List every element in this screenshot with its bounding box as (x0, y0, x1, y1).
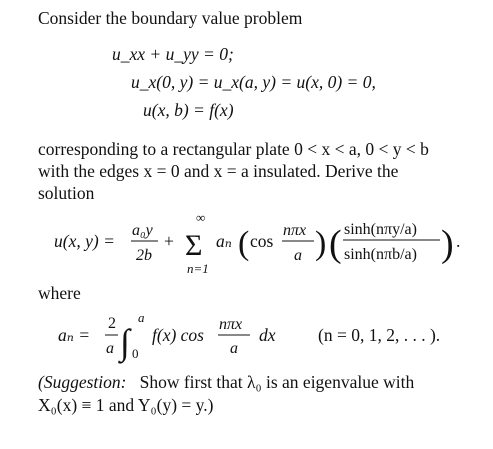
cos-label: cos (250, 231, 274, 251)
suggestion-line-2: X₀(x) ≡ 1 and Y₀(y) = y.) (38, 395, 214, 415)
suggestion-label: (Suggestion: (38, 372, 127, 392)
dx-label: dx (259, 325, 276, 345)
left-paren-cos: ( (238, 225, 250, 262)
integral-sign: ∫ (120, 322, 130, 362)
top-boundary-condition: u(x, b) = f(x) (143, 100, 234, 120)
pde-equation: u_xx + u_yy = 0; (112, 44, 234, 64)
integrand: f(x) cos (152, 325, 204, 345)
sum-lower-limit: n=1 (187, 261, 209, 276)
plus-sign: + (164, 231, 174, 251)
paragraph-line-3: solution (38, 183, 95, 203)
right-paren-sinh: ) (441, 223, 454, 265)
boundary-conditions: u_x(0, y) = u_x(a, y) = u(x, 0) = 0, (131, 72, 376, 92)
suggestion-text: Show first that λ₀ is an eigenvalue with (139, 372, 415, 392)
a0-denominator: 2b (136, 247, 152, 264)
index-range: (n = 0, 1, 2, . . . ). (318, 325, 441, 345)
sum-upper-limit: ∞ (196, 210, 206, 225)
where-label: where (38, 283, 81, 303)
suggestion-line-1 (38, 372, 414, 392)
sinh-numerator: sinh(nπy/a) (344, 221, 417, 238)
right-paren-cos: ) (315, 225, 327, 262)
integrand-numerator: nπx (219, 316, 243, 333)
left-paren-sinh: ( (329, 223, 342, 265)
cos-denominator: a (294, 247, 302, 264)
paragraph-line-2: with the edges x = 0 and x = a insulated. Derive the (38, 161, 399, 181)
intro-text: Consider the boundary value problem (38, 8, 303, 28)
a0-numerator: a₀y (132, 222, 153, 239)
integral-lower-limit: 0 (132, 346, 139, 361)
cos-numerator: nπx (283, 222, 307, 239)
paragraph-line-1: corresponding to a rectangular plate 0 < x < a, 0 < y < b (38, 139, 429, 159)
coefficient-lhs: aₙ = (58, 325, 91, 345)
integrand-denominator: a (230, 340, 238, 357)
sum-symbol: Σ (185, 229, 203, 262)
two-over-a-denominator: a (106, 340, 114, 357)
two-over-a-numerator: 2 (108, 315, 116, 332)
solution-end-period: . (456, 231, 461, 251)
integral-upper-limit: a (138, 310, 145, 325)
solution-lhs: u(x, y) = (54, 231, 115, 251)
sinh-denominator: sinh(nπb/a) (344, 246, 417, 263)
an-term: aₙ (216, 231, 232, 251)
